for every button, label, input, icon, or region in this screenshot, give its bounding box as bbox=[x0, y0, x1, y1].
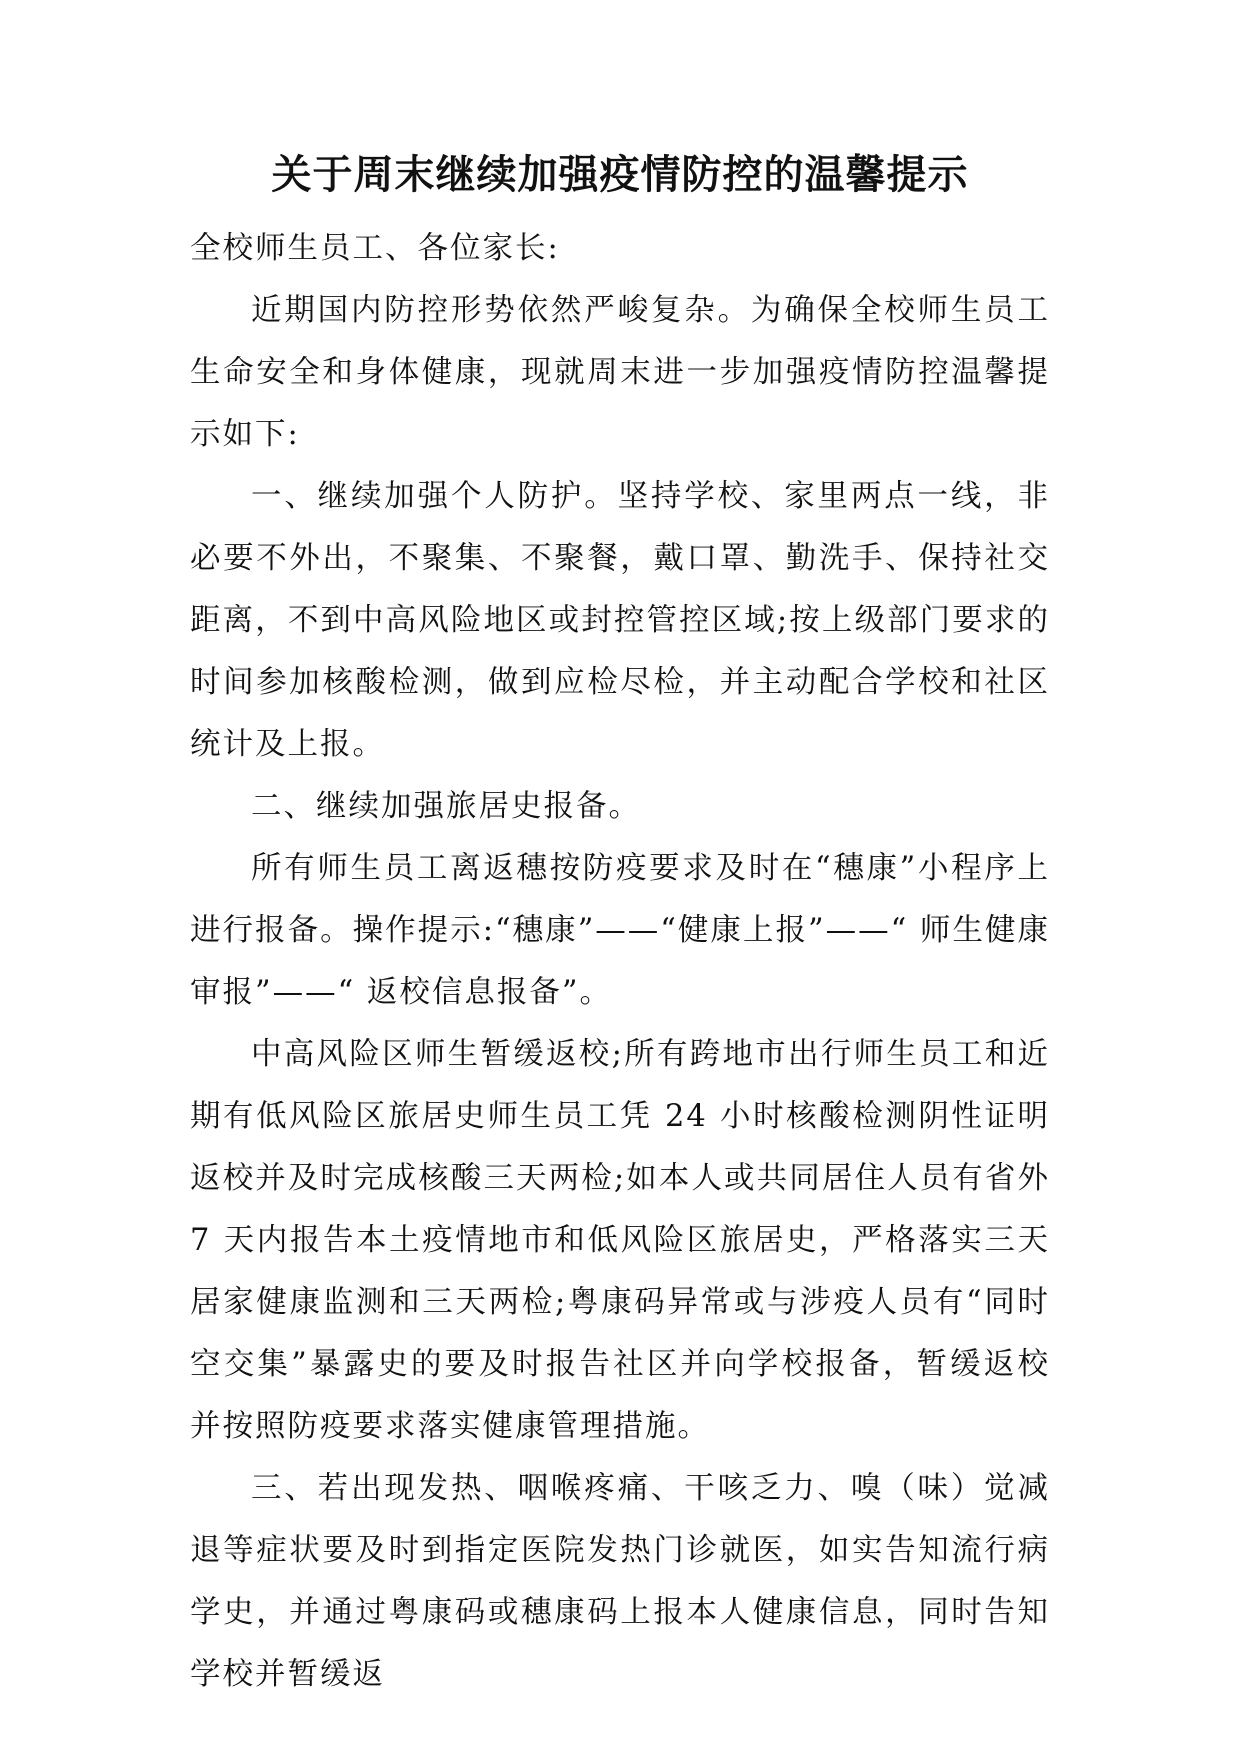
paragraph-travel-history-heading: 二、继续加强旅居史报备。 bbox=[251, 789, 641, 824]
document-body bbox=[190, 218, 1050, 1706]
salutation: 全校师生员工、各位家长: bbox=[190, 231, 560, 266]
paragraph-symptoms: 三、若出现发热、咽喉疼痛、干咳乏力、嗅（味）觉减退等症状要及时到指定医院发热门诊就医，如实告知流行病学史，并通过粤康码或穗康码上报本人健康信息，同时告知学校并暂缓返 bbox=[190, 1471, 1050, 1692]
document-title: 关于周末继续加强疫情防控的温馨提示 bbox=[271, 151, 969, 198]
paragraph-personal-protection: 一、继续加强个人防护。坚持学校、家里两点一线，非必要不外出，不聚集、不聚餐，戴口罩、勤洗手、保持社交距离，不到中高风险地区或封控管控区域;按上级部门要求的时间参加核酸检测，做到应检尽检，并主动配合学校和社区统计及上报。 bbox=[190, 479, 1050, 762]
paragraph-report-procedure: 所有师生员工离返穗按防疫要求及时在“穗康”小程序上进行报备。操作提示:“穗康”——“健康上报”——“ 师生健康审报”——“ 返校信息报备”。 bbox=[190, 851, 1050, 1010]
paragraph-intro: 近期国内防控形势依然严峻复杂。为确保全校师生员工生命安全和身体健康，现就周末进一步加强疫情防控温馨提示如下: bbox=[190, 293, 1050, 452]
paragraph-risk-area-rules: 中高风险区师生暂缓返校;所有跨地市出行师生员工和近期有低风险区旅居史师生员工凭 24 小时核酸检测阴性证明返校并及时完成核酸三天两检;如本人或共同居住人员有省外 7 天内报告本土疫情地市和低风险区旅居史，严格落实三天居家健康监测和三天两检;粤康码异常或与涉疫人员有“同时空交集”暴露史的要及时报告社区并向学校报备，暂缓返校并按照防疫要求落实健康管理措施。 bbox=[190, 1037, 1050, 1444]
